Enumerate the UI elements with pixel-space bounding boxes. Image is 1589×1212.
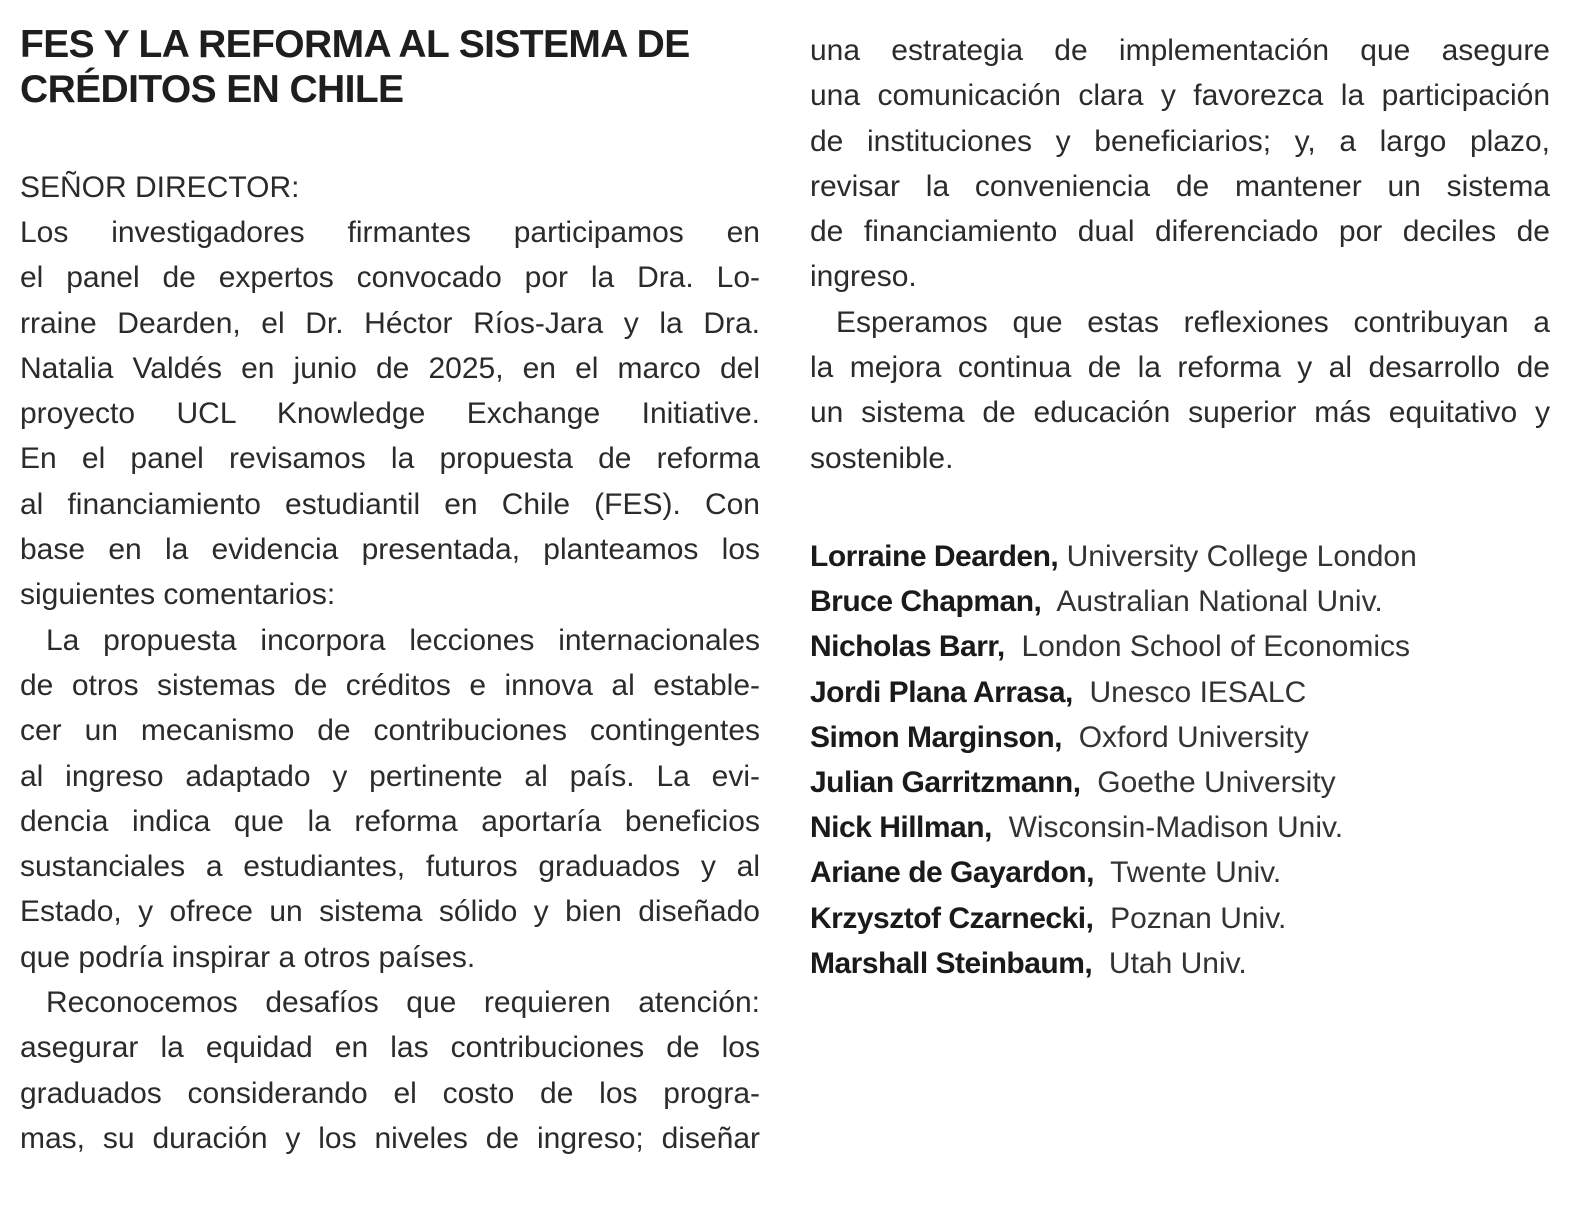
body-line: Natalia Valdés en junio de 2025, en el marco del xyxy=(20,351,760,385)
signatory-name: Marshall Steinbaum, xyxy=(810,946,1093,980)
signatory xyxy=(810,534,1550,579)
signatory xyxy=(810,896,1550,941)
body-line: de instituciones y beneficiarios; y, a largo plazo, xyxy=(810,124,1550,158)
body-line: de otros sistemas de créditos e innova al estable- xyxy=(20,668,760,702)
body-line: Estado, y ofrece un sistema sólido y bien diseñado xyxy=(20,895,760,929)
signatory xyxy=(810,760,1550,805)
body-line: una comunicación clara y favorezca la participación xyxy=(810,79,1550,113)
body-line: rraine Dearden, el Dr. Héctor Ríos-Jara y la Dra. xyxy=(20,306,760,340)
left-body-text xyxy=(20,210,760,1161)
signatory xyxy=(810,670,1550,715)
body-line: cer un mecanismo de contribuciones contingentes xyxy=(20,714,760,748)
body-line: de financiamiento dual diferenciado por deciles de xyxy=(810,215,1550,249)
body-line: dencia indica que la reforma aportaría beneficios xyxy=(20,804,760,838)
signatory-name: Nicholas Barr, xyxy=(810,630,1005,664)
signatory-name: Simon Marginson, xyxy=(810,720,1063,754)
signatory xyxy=(810,941,1550,986)
signatory-name: Julian Garritzmann, xyxy=(810,765,1081,799)
body-line: un sistema de educación superior más equitativo y xyxy=(810,396,1550,430)
headline-line: CRÉDITOS EN CHILE xyxy=(20,68,404,111)
signatory-affiliation: Utah Univ. xyxy=(1108,946,1247,980)
signatory-name: Ariane de Gayardon, xyxy=(810,856,1094,890)
body-line: siguientes comentarios: xyxy=(20,578,336,612)
headline-line: FES Y LA REFORMA AL SISTEMA DE xyxy=(20,23,690,66)
body-line: Reconocemos desafíos que requieren atención: xyxy=(46,986,760,1020)
signatory-name: Jordi Plana Arrasa, xyxy=(810,675,1073,709)
body-line: asegurar la equidad en las contribuciones de los xyxy=(20,1031,760,1065)
body-line: proyecto UCL Knowledge Exchange Initiative. xyxy=(20,397,760,431)
signatory xyxy=(810,715,1550,760)
body-line: una estrategia de implementación que asegure xyxy=(810,34,1550,67)
signatory-affiliation: Wisconsin-Madison Univ. xyxy=(1008,811,1344,845)
body-line: sostenible. xyxy=(810,441,954,475)
body-line: ingreso. xyxy=(810,260,917,294)
body-line: sustanciales a estudiantes, futuros graduados y al xyxy=(20,850,760,884)
signatory xyxy=(810,850,1550,895)
body-line: el panel de expertos convocado por la Dra. Lo- xyxy=(20,261,760,295)
body-line: Esperamos que estas reflexiones contribuyan a xyxy=(836,305,1550,339)
body-line: Los investigadores firmantes participamos en xyxy=(20,216,760,249)
body-line: mas, su duración y los niveles de ingreso; diseñar xyxy=(20,1121,760,1155)
signatory-affiliation: Poznan Univ. xyxy=(1110,901,1287,935)
signatories-list xyxy=(810,534,1550,986)
signatory-affiliation: Goethe University xyxy=(1097,765,1336,799)
body-line: La propuesta incorpora lecciones internacionales xyxy=(46,623,760,657)
signatory-affiliation: Oxford University xyxy=(1078,720,1309,754)
body-line: En el panel revisamos la propuesta de reforma xyxy=(20,442,760,476)
signatory xyxy=(810,624,1550,669)
salutation: SEÑOR DIRECTOR: xyxy=(20,171,300,204)
signatory-affiliation: Unesco IESALC xyxy=(1089,675,1307,709)
body-line: base en la evidencia presentada, planteamos los xyxy=(20,533,760,567)
body-line: que podría inspirar a otros países. xyxy=(20,940,476,974)
signatory-name: Nick Hillman, xyxy=(810,811,992,845)
signatory xyxy=(810,579,1550,624)
signatory xyxy=(810,805,1550,850)
signatory-name: Lorraine Dearden, xyxy=(810,540,1059,573)
headline xyxy=(20,22,760,112)
signatory-name: Krzysztof Czarnecki, xyxy=(810,901,1094,935)
signatory-affiliation: University College London xyxy=(1066,540,1417,573)
body-line: al financiamiento estudiantil en Chile (FES). Con xyxy=(20,487,760,521)
signatory-affiliation: Australian National Univ. xyxy=(1056,585,1383,619)
body-line: la mejora continua de la reforma y al desarrollo de xyxy=(810,351,1550,385)
signatory-name: Bruce Chapman, xyxy=(810,585,1042,619)
signatory-affiliation: London School of Economics xyxy=(1021,630,1411,664)
right-body-text xyxy=(810,28,1550,481)
body-line: al ingreso adaptado y pertinente al país. La evi- xyxy=(20,759,760,793)
signatory-affiliation: Twente Univ. xyxy=(1110,856,1282,890)
body-line: graduados considerando el costo de los progra- xyxy=(20,1076,760,1110)
body-line: revisar la conveniencia de mantener un sistema xyxy=(810,169,1550,203)
